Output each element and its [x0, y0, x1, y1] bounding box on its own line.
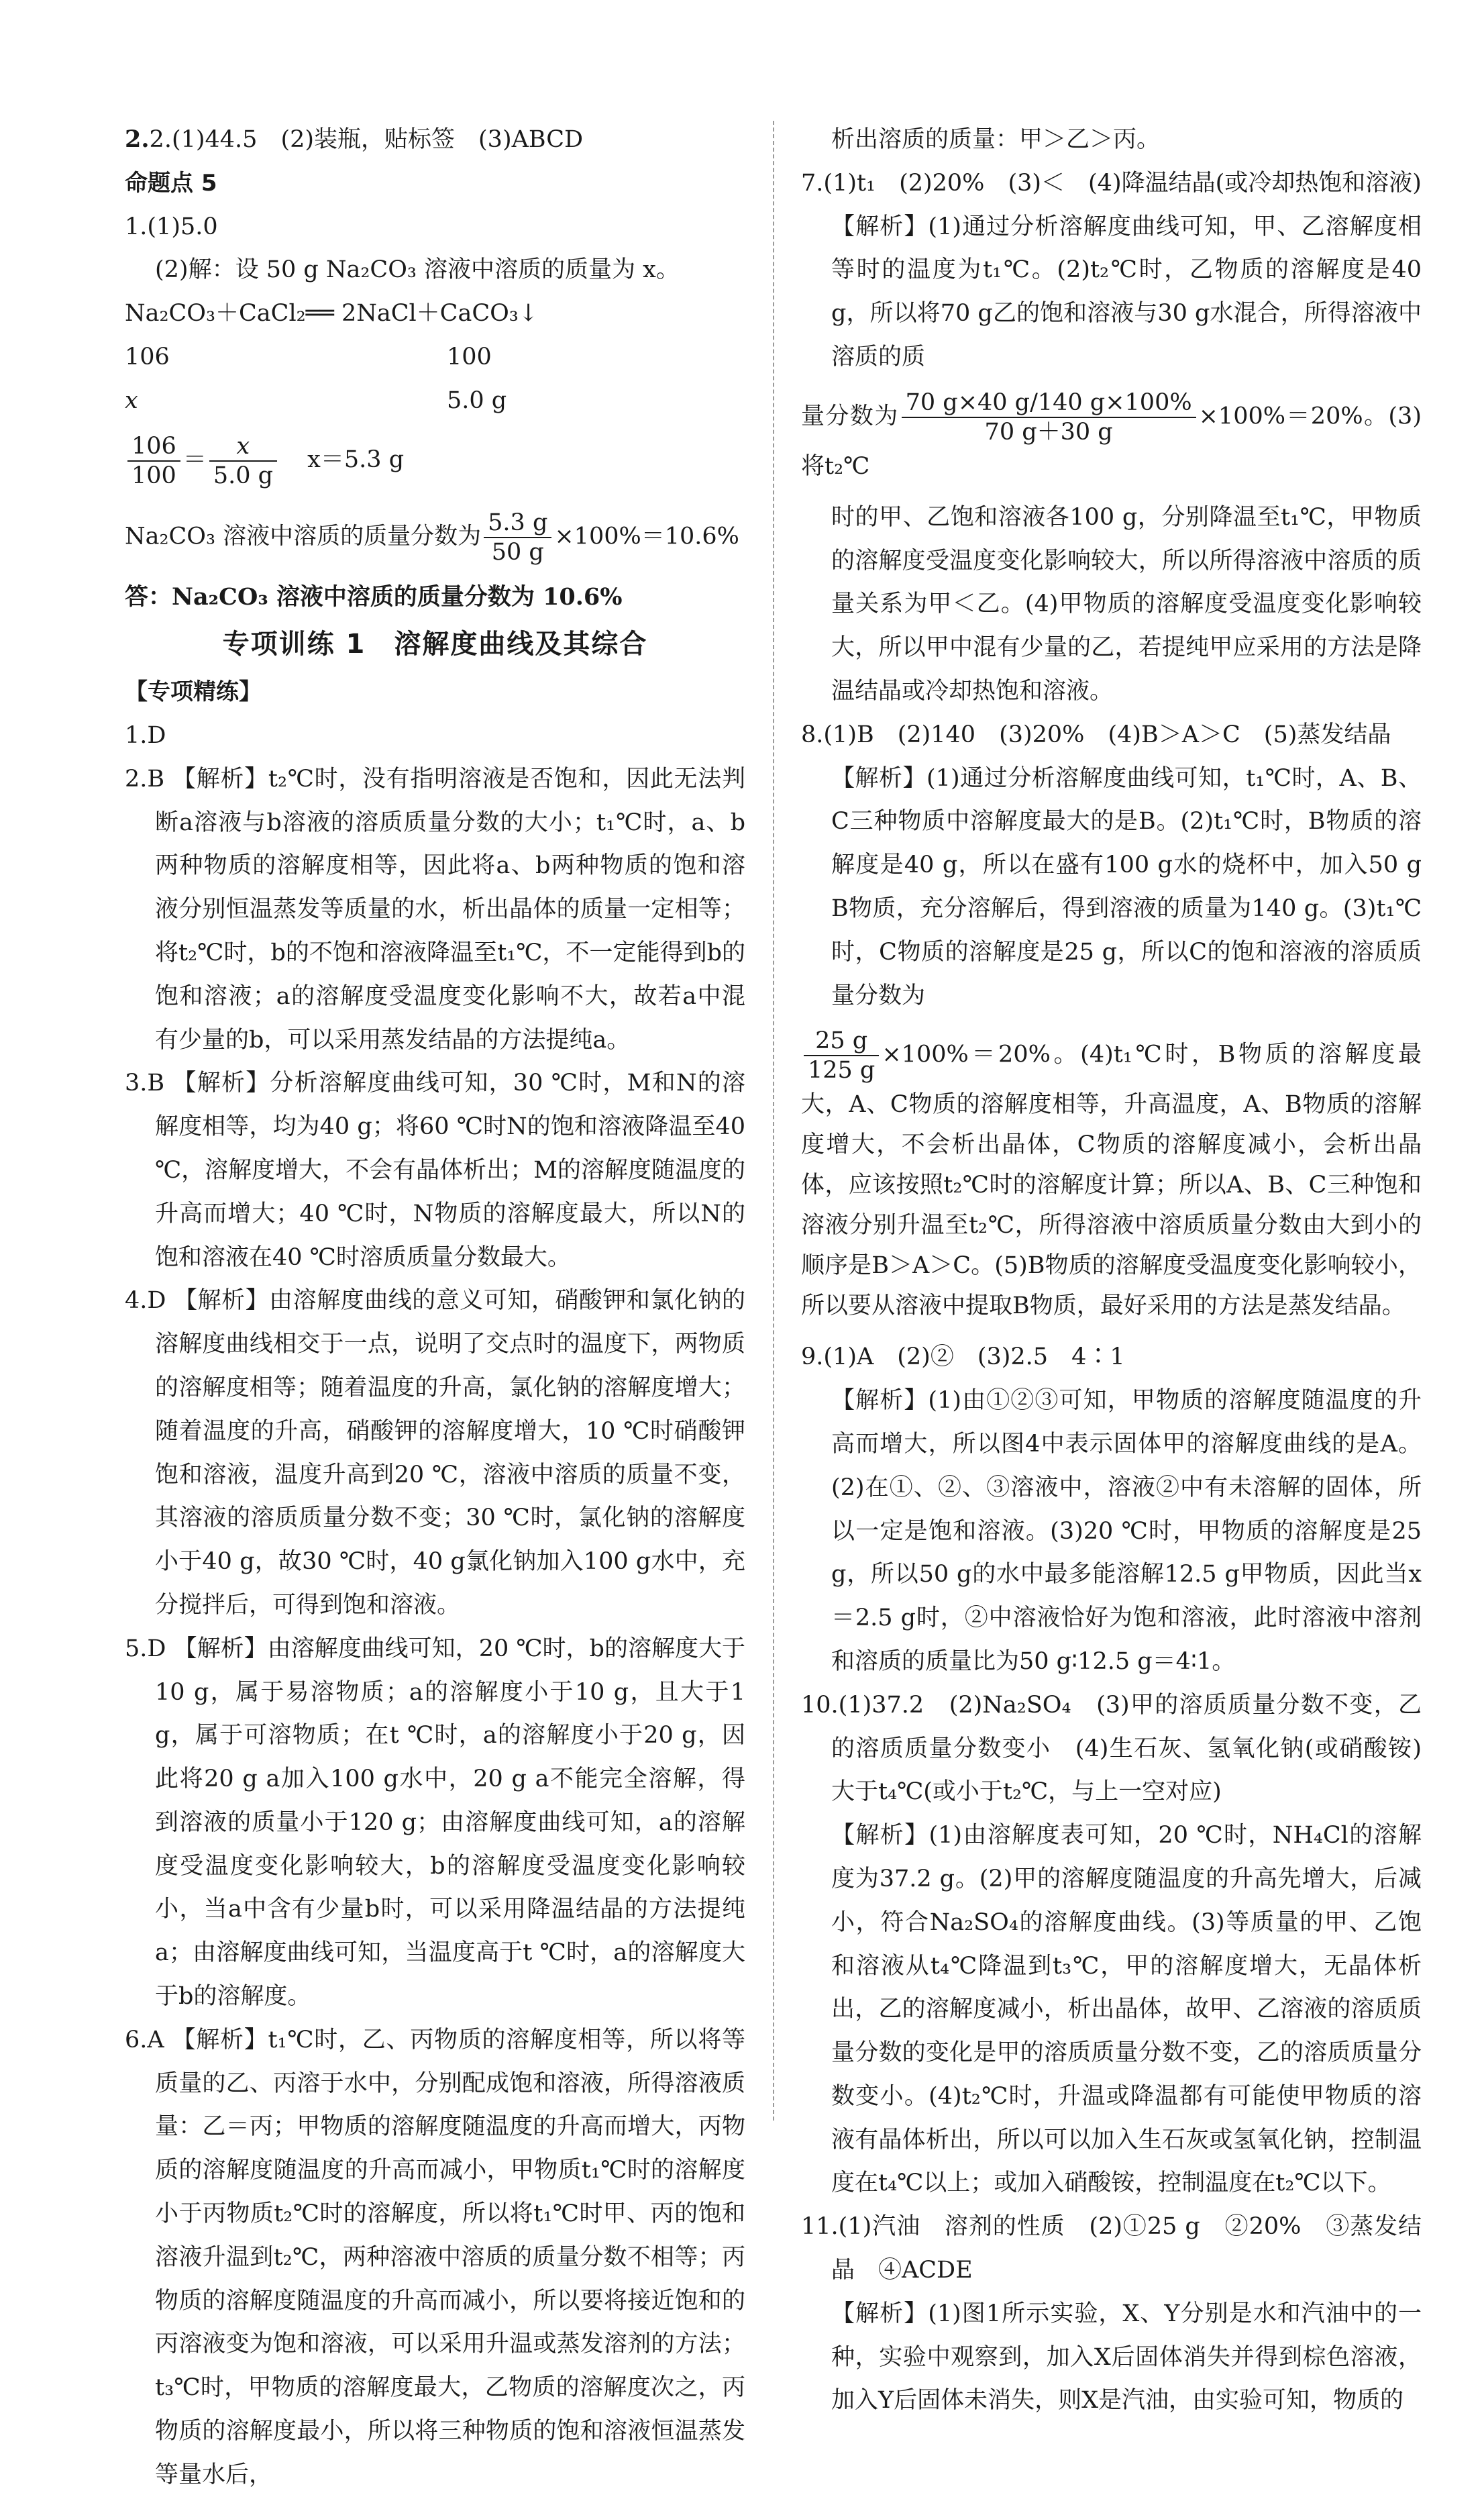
mass-left: 106	[125, 343, 170, 370]
item-6-continued: 析出溶质的质量：甲＞乙＞丙。	[831, 126, 1161, 153]
ratio-fraction-1: $\frac{106}{100}$	[127, 432, 180, 490]
page-title: 专项训练 1 溶解度曲线及其综合	[222, 629, 648, 660]
mass-fraction: $\frac{5.3 g}{50 g}$	[484, 509, 551, 566]
item-1: 1.D	[125, 721, 166, 749]
item-4: 4.D 【解析】由溶解度曲线的意义可知，硝酸钾和氯化钠的溶解度曲线相交于一点，说明了交点时的温度下，两物质的溶解度相等；随着温度的升高，氯化钠的溶解度增大；随着温度的升高，硝酸钾的溶解度增大，10 ℃时硝酸钾饱和溶液，温度升高到20 ℃，溶液中溶质的质量不变，其溶液的溶质质量分数不变；30 ℃时，氯化钠的溶解度小于40 g，故30 ℃时，40 g氯化钠加入100 g水中，充分搅拌后，可得到饱和溶液。	[125, 1287, 745, 1619]
var-right: 5.0 g	[447, 387, 507, 414]
item-10: 10.(1)37.2 (2)Na₂SO₄ (3)甲的溶质质量分数不变，乙的溶质质量分数变小 (4)生石灰、氢氧化钠(或硝酸铵) 大于t₄℃(或小于t₂℃，与上一空对应)	[801, 1691, 1446, 1806]
right-column	[801, 118, 1446, 2423]
left-column	[125, 118, 745, 2497]
item-2: 2.B 【解析】t₂℃时，没有指明溶液是否饱和，因此无法判断a溶液与b溶液的溶质质量分数的大小；t₁℃时，a、b两种物质的溶解度相等，因此将a、b两种物质的饱和溶液分别恒温蒸发等质量的水，析出晶体的质量一定相等；将t₂℃时，b的不饱和溶液降温至t₁℃，不一定能得到b的饱和溶液；a的溶解度受温度变化影响不大，故若a中混有少量的b，可以采用蒸发结晶的方法提纯a。	[125, 765, 745, 1054]
reaction-equation: Na₂CO₃＋CaCl₂══ 2NaCl＋CaCO₃↓	[125, 300, 539, 327]
item-11: 11.(1)汽油 溶剂的性质 (2)①25 g ②20% ③蒸发结晶 ④ACDE	[801, 2213, 1422, 2284]
item-8-fraction-line: $\frac{25 g}{125 g}$ ×100%＝20%。(4)t₁℃时，B物质的溶解度最大，A、C物质的溶解度相等，升高温度，A、B物质的溶解度增大，不会析出晶体，C物质的溶解度减小，会析出晶体，应该按照t₂℃时的溶解度计算；所以A、B、C三种饱和溶液分别升温至t₂℃，所得溶液中溶质质量分数由大到小的顺序是B＞A＞C。(5)B物质的溶解度受温度变化影响较小，所以要从溶液中提取B物质，最好采用的方法是蒸发结晶。	[801, 1027, 1422, 1320]
item-7-fraction-line: 量分数为 $\frac{70 g\times 40 g/140 g\times 100\%}{70 g+30 g}$ ×100%＝20%。(3)将t₂℃	[801, 389, 1422, 480]
answer-2: 2.2.(1)44.5 (2)装瓶，贴标签 (3)ABCD	[125, 125, 584, 153]
item-8-analysis: 【解析】(1)通过分析溶解度曲线可知，t₁℃时，A、B、C三种物质中溶解度最大的是B。(2)t₁℃时，B物质的溶解度是40 g，所以在盛有100 g水的烧杯中，加入50 g B物质，充分溶解后，得到溶液的质量为140 g。(3)t₁℃时，C物质的溶解度是25 g，所以C的饱和溶液的溶质质量分数为	[831, 764, 1422, 1009]
var-row	[125, 379, 745, 423]
ratio-result: x＝5.3 g	[307, 446, 405, 474]
item-3: 3.B 【解析】分析溶解度曲线可知，30 ℃时，M和N的溶解度相等，均为40 g；将60 ℃时N的饱和溶液降温至40 ℃，溶解度增大，不会有晶体析出；M的溶解度随温度的升高而增大；40 ℃时，N物质的溶解度最大，所以N的饱和溶液在40 ℃时溶质质量分数最大。	[125, 1070, 745, 1271]
item-11-analysis: 【解析】(1)图1所示实验，X、Y分别是水和汽油中的一种，实验中观察到，加入X后固体消失并得到棕色溶液，加入Y后固体未消失，则X是汽油，由实验可知，物质的	[831, 2300, 1422, 2414]
final-answer: 答：Na₂CO₃ 溶液中溶质的质量分数为 10.6%	[125, 582, 623, 611]
mass-right: 100	[447, 343, 492, 370]
item-7-fraction: $\frac{70 g\times 40 g/140 g\times 100\%}{70 g+30 g}$	[902, 389, 1196, 446]
mass-fraction-line: Na₂CO₃ 溶液中溶质的质量分数为 $\frac{5.3 g}{50 g}$ ×100%＝10.6%	[125, 509, 739, 566]
item-7: 7.(1)t₁ (2)20% (3)＜ (4)降温结晶(或冷却热饱和溶液)	[801, 169, 1422, 197]
var-left: x	[125, 387, 138, 414]
item-10-analysis: 【解析】(1)由溶解度表可知，20 ℃时，NH₄Cl的溶解度为37.2 g。(2)甲的溶解度随温度的升高先增大，后减小，符合Na₂SO₄的溶解度曲线。(3)等质量的甲、乙饱和溶液从t₄℃降温到t₃℃，甲的溶解度增大，无晶体析出，乙的溶解度减小，析出晶体，故甲、乙溶液的溶质质量分数的变化是甲的溶质质量分数不变，乙的溶质质量分数变小。(4)t₂℃时，升温或降温都有可能使甲物质的溶液有晶体析出，所以可以加入生石灰或氢氧化钠，控制温度在t₄℃以上；或加入硝酸铵，控制温度在t₂℃以下。	[831, 1822, 1422, 2197]
item-5: 5.D 【解析】由溶解度曲线可知，20 ℃时，b的溶解度大于10 g，属于易溶物质；a的溶解度小于10 g，且大于1 g，属于可溶物质；在t ℃时，a的溶解度小于20 g，因此将20 g a加入100 g水中，20 g a不能完全溶解，得到溶液的质量小于120 g；由溶解度曲线可知，a的溶解度受温度变化影响较大，b的溶解度受温度变化影响较小，当a中含有少量b时，可以采用降温结晶的方法提纯a；由溶解度曲线可知，当温度高于t ℃时，a的溶解度大于b的溶解度。	[125, 1635, 745, 2010]
item-8-fraction: $\frac{25 g}{125 g}$	[804, 1027, 879, 1084]
answer-1a: 1.(1)5.0	[125, 213, 218, 240]
item-7-analysis: 【解析】(1)通过分析溶解度曲线可知，甲、乙溶解度相等时的温度为t₁℃。(2)t₂℃时，乙物质的溶解度是40 g，所以将70 g乙的饱和溶液与30 g水混合，所得溶液中溶质的质	[831, 213, 1422, 370]
mass-row	[125, 336, 745, 379]
section-heading: 命题点 5	[125, 169, 217, 197]
item-9: 9.(1)A (2)② (3)2.5 4∶1	[801, 1343, 1125, 1371]
ratio-line: $\frac{106}{100}$ ＝ $\frac{x}{5.0 g}$ x＝5.3 g	[125, 423, 745, 499]
answer-1b: (2)解：设 50 g Na₂CO₃ 溶液中溶质的质量为 x。	[155, 256, 680, 284]
item-9-analysis: 【解析】(1)由①②③可知，甲物质的溶解度随温度的升高而增大，所以图4中表示固体甲的溶解度曲线的是A。(2)在①、②、③溶液中，溶液②中有未溶解的固体，所以一定是饱和溶液。(3)20 ℃时，甲物质的溶解度是25 g，所以50 g的水中最多能溶解12.5 g甲物质，因此当x＝2.5 g时，②中溶液恰好为饱和溶液，此时溶液中溶剂和溶质的质量比为50 g∶12.5 g＝4∶1。	[831, 1387, 1422, 1675]
item-6: 6.A 【解析】t₁℃时，乙、丙物质的溶解度相等，所以将等质量的乙、丙溶于水中，分别配成饱和溶液，所得溶液质量：乙＝丙；甲物质的溶解度随温度的升高而增大，丙物质的溶解度随温度的升高而减小，甲物质t₁℃时的溶解度小于丙物质t₂℃时的溶解度，所以将t₁℃时甲、丙的饱和溶液升温到t₂℃，两种溶液中溶质的质量分数不相等；丙物质的溶解度随温度的升高而减小，所以要将接近饱和的丙溶液变为饱和溶液，可以采用升温或蒸发溶剂的方法；t₃℃时，甲物质的溶解度最大，乙物质的溶解度次之，丙物质的溶解度最小，所以将三种物质的饱和溶液恒温蒸发等量水后，	[125, 2026, 745, 2488]
item-8: 8.(1)B (2)140 (3)20% (4)B＞A＞C (5)蒸发结晶	[801, 721, 1391, 748]
ratio-fraction-2: $\frac{x}{5.0 g}$	[209, 432, 277, 490]
subsection-heading: 【专项精练】	[125, 678, 262, 706]
column-divider	[773, 121, 774, 2121]
item-7-analysis-2: 时的甲、乙饱和溶液各100 g，分别降温至t₁℃，甲物质的溶解度受温度变化影响较大，所以所得溶液中溶质的质量关系为甲＜乙。(4)甲物质的溶解度受温度变化影响较大，所以甲中混有少量的乙，若提纯甲应采用的方法是降温结晶或冷却热饱和溶液。	[831, 503, 1422, 705]
